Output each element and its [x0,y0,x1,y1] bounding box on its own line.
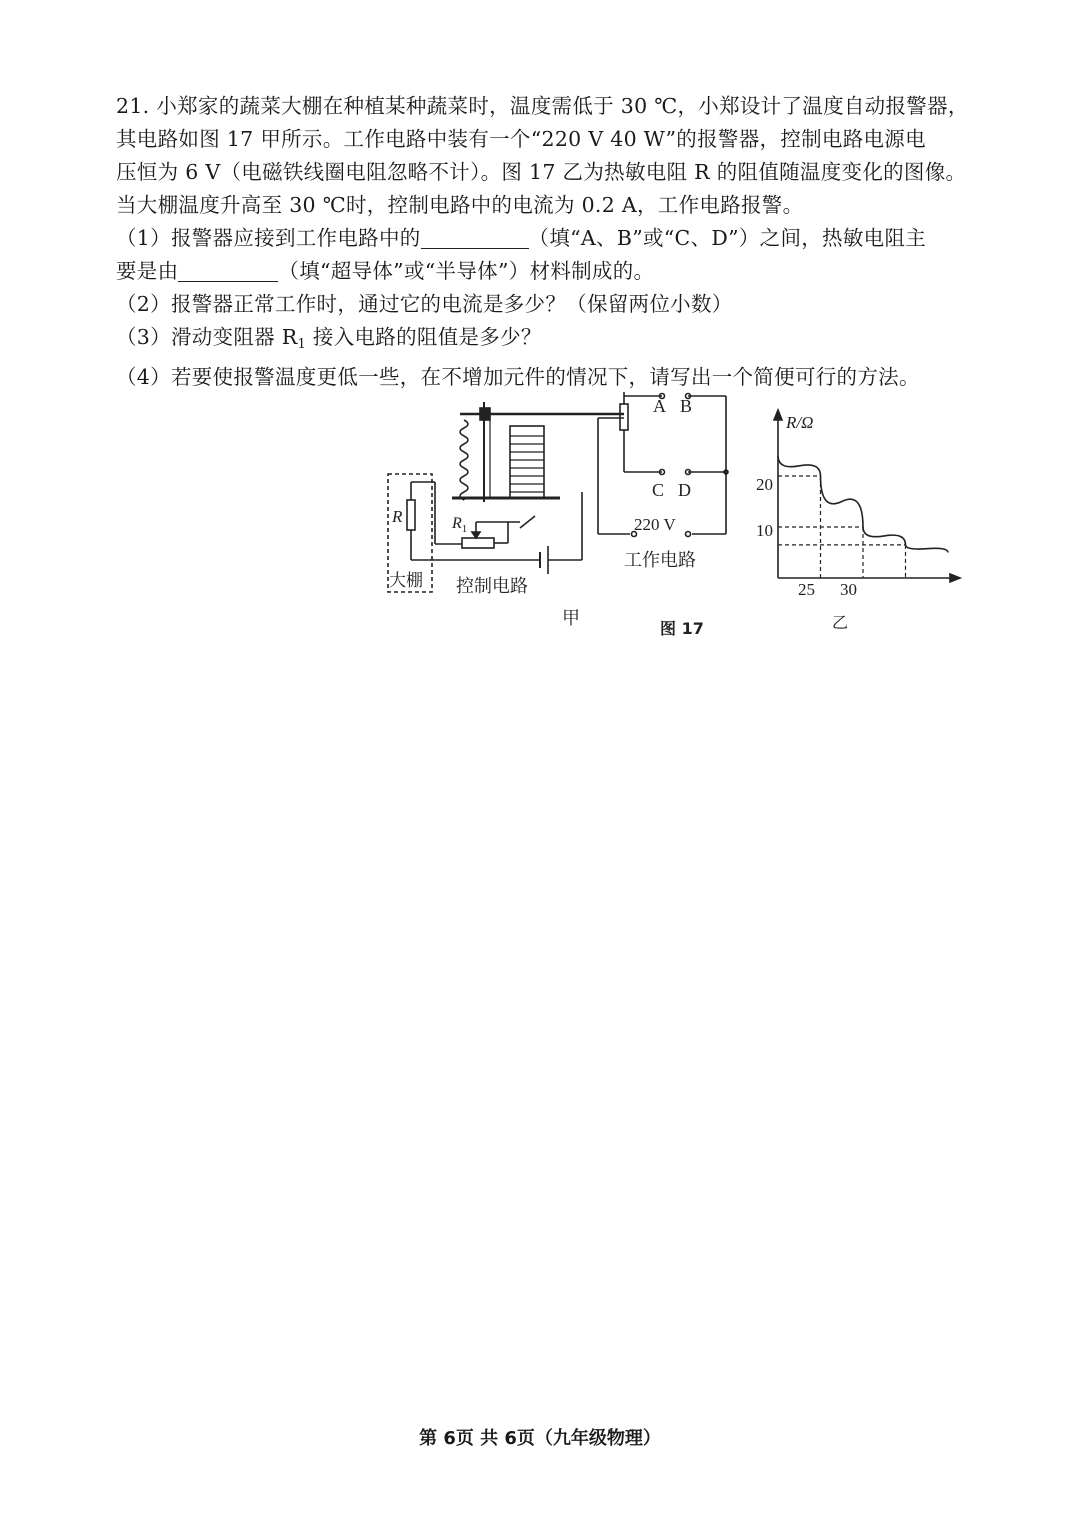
sub-question-2: （2）报警器正常工作时，通过它的电流是多少？（保留两位小数） [116,292,733,316]
question-stem-line-4: 当大棚温度升高至 30 ℃时，控制电路中的电流为 0.2 A，工作电路报警。 [116,193,804,217]
question-stem-line-3: 压恒为 6 V（电磁铁线圈电阻忽略不计）。图 17 乙为热敏电阻 R 的阻值随温度变化的图像。 [116,160,967,184]
terminal-220v-right [686,532,691,537]
figure-title: 图 17 [660,619,704,638]
sub-question-1-text-c: 要是由 [116,259,179,283]
page-footer: 第 6页 共 6页（九年级物理） [419,1428,661,1449]
label-220v: 220 V [634,515,676,534]
x-axis-arrow-icon [950,574,960,582]
question-21 [116,90,976,394]
electromagnet-core [510,426,544,498]
caption-jia: 甲 [562,608,580,629]
y-tick-10: 10 [756,521,773,540]
label-b: B [680,396,693,416]
contact-block [620,404,628,430]
rheostat-r1 [462,538,494,548]
label-d: D [678,480,691,500]
sub-question-1-cont [116,255,976,288]
question-stem-line-2: 其电路如图 17 甲所示。工作电路中装有一个“220 V 40 W”的报警器，控制电路电源电 [116,127,926,151]
sub-question-4: （4）若要使报警温度更低一些，在不增加元件的情况下，请写出一个简便可行的方法。 [116,365,920,389]
sub-question-1-text-d: （填“超导体”或“半导体”）材料制成的。 [278,259,655,283]
figure-17 [380,392,980,642]
label-control-circuit: 控制电路 [456,576,528,597]
sub-question-1-text-a: （1）报警器应接到工作电路中的 [116,226,421,250]
sub-question-3-text-b: 接入电路的阻值是多少？ [306,325,542,349]
answer-blank-1[interactable] [421,226,529,249]
spring [460,420,468,500]
junction [724,470,728,474]
caption-yi: 乙 [832,613,849,632]
y-axis-arrow-icon [774,410,782,420]
label-greenhouse: 大棚 [389,571,423,591]
x-tick-25: 25 [798,580,815,599]
circuit-diagram [388,392,728,638]
x-tick-30: 30 [840,580,857,599]
answer-blank-2[interactable] [178,259,278,282]
sub-question-3-text-a: （3）滑动变阻器 R [116,325,298,349]
label-r1: $R_1$ [452,515,468,535]
y-tick-20: 20 [756,475,773,494]
sub-question-1 [116,222,976,255]
label-r: R [392,507,403,526]
label-c: C [652,480,665,500]
label-work-circuit: 工作电路 [624,550,696,571]
sub-question-3-subscript: 1 [297,337,307,352]
pivot [480,408,490,420]
sub-question-1-text-b: （填“A、B”或“C、D”）之间，热敏电阻主 [528,226,927,250]
graph [756,410,960,632]
electromagnet-coil [510,436,544,492]
y-axis-label: R/Ω [786,413,814,432]
thermistor-r [407,500,415,530]
rheostat-arrow-icon [472,532,480,538]
graph-plot-area [778,456,948,578]
question-stem-line-1: 21. 小郑家的蔬菜大棚在种植某种蔬菜时，温度需低于 30 ℃，小郑设计了温度自动报警器， [116,94,969,118]
switch [520,516,535,528]
label-a: A [653,396,666,416]
figure-svg [380,392,980,642]
sub-question-3 [116,321,976,361]
